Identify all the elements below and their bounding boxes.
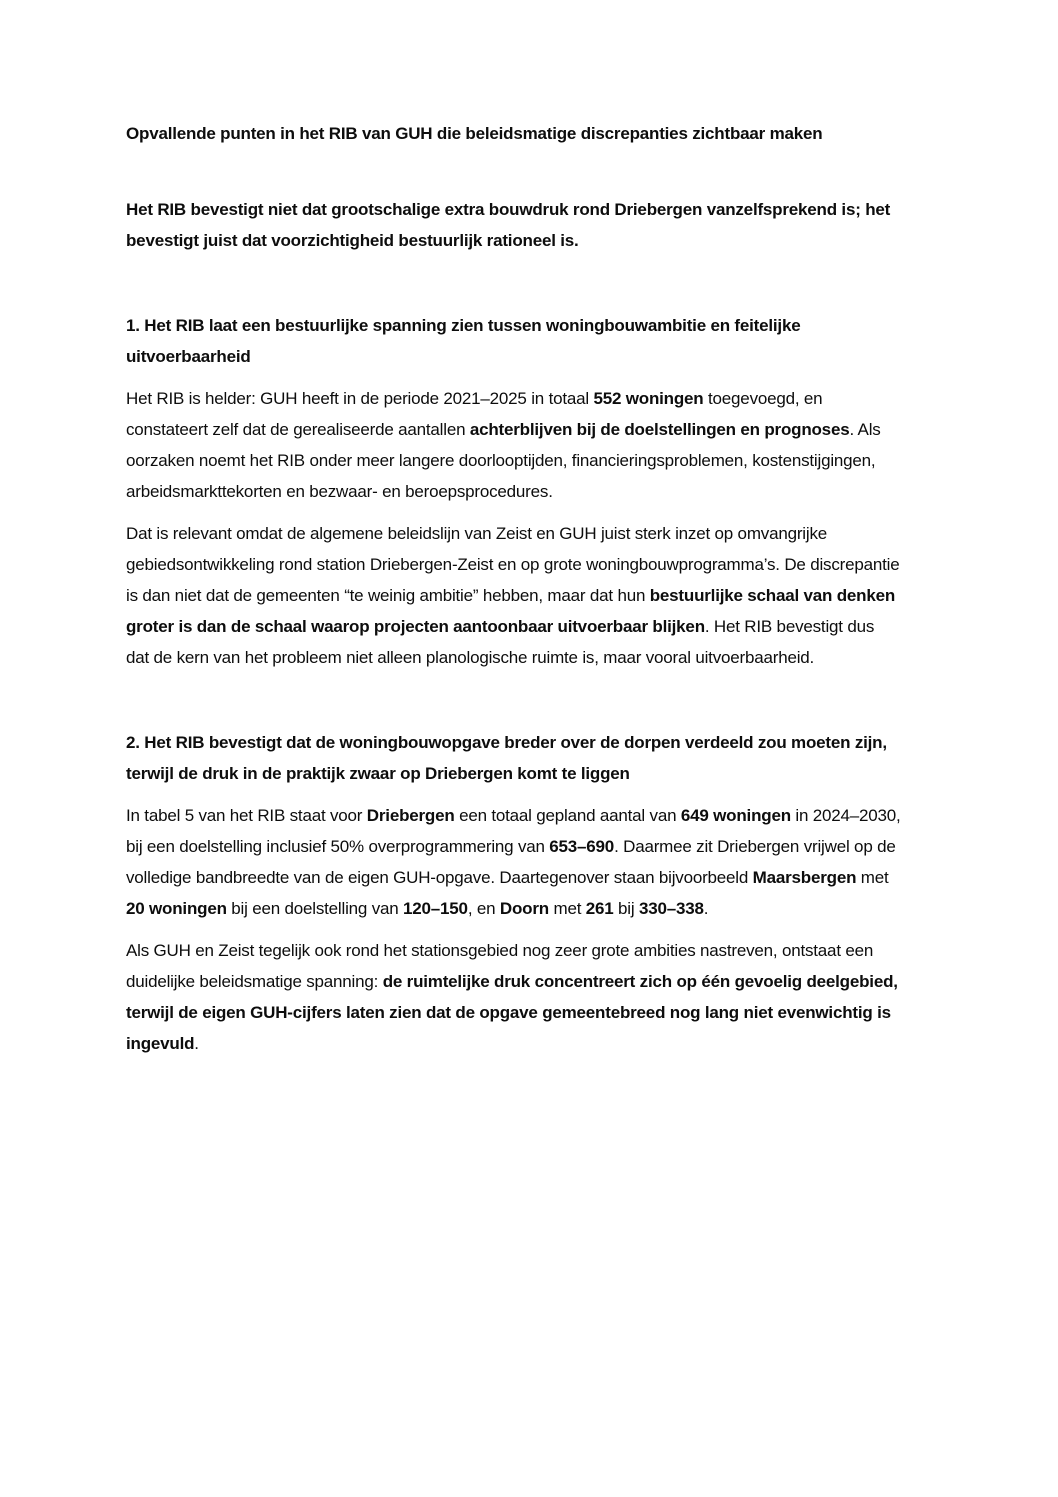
bold-text-run: Doorn: [499, 899, 549, 918]
text-run: . Het RIB bevestigt dus dat de kern van het probleem niet alleen planologische ruimte is, maar vooral uitvoerbaarheid.: [126, 617, 875, 667]
heading: [126, 727, 901, 789]
paragraph: [126, 518, 901, 673]
text-run: met: [856, 868, 889, 887]
text-run: In tabel 5 van het RIB staat voor: [126, 806, 367, 825]
bold-text-run: 120–150: [403, 899, 468, 918]
text-run: Als GUH en Zeist tegelijk ook rond het stationsgebied nog zeer grote ambities nastreven, ontstaat een duidelijke beleidsmatige spanning:: [126, 941, 874, 991]
paragraph: [126, 383, 901, 507]
text-run: . Als oorzaken noemt het RIB onder meer langere doorlooptijden, financieringsproblemen, kostenstijgingen, arbeidsmarkttekorten en bezwaar- en beroepsprocedures.: [126, 420, 881, 501]
text-run: Het RIB is helder: GUH heeft in de periode 2021–2025 in totaal: [126, 389, 594, 408]
text-run: een totaal gepland aantal van: [454, 806, 681, 825]
text-run: Dat is relevant omdat de algemene beleidslijn van Zeist en GUH juist sterk inzet op omvangrijke gebiedsontwikkeling rond station Driebergen-Zeist en op grote woningbouwprogramma’s. De discrepantie is dan niet dat de gemeenten “te weinig ambitie” hebben, maar dat hun: [126, 524, 900, 605]
lede: [126, 194, 901, 256]
text-run: toegevoegd, en constateert zelf dat de gerealiseerde aantallen: [126, 389, 823, 439]
text-run: , en: [467, 899, 500, 918]
heading: [126, 310, 901, 372]
bold-text-run: achterblijven bij de doelstellingen en prognoses: [469, 420, 850, 439]
text-run: .: [194, 1034, 199, 1053]
bold-text-run: Driebergen: [366, 806, 455, 825]
bold-text-run: 330–338: [639, 899, 704, 918]
text-run: . Daarmee zit Driebergen vrijwel op de volledige bandbreedte van de eigen GUH-opgave. Daartegenover staan bijvoorbeeld: [126, 837, 896, 887]
text-run: bij een doelstelling van: [226, 899, 404, 918]
bold-text-run: 261: [585, 899, 614, 918]
bold-text-run: 552 woningen: [593, 389, 704, 408]
bold-text-run: Opvallende punten in het RIB van GUH die beleidsmatige discrepanties zichtbaar maken: [126, 124, 823, 143]
bold-text-run: 649 woningen: [680, 806, 791, 825]
bold-text-run: 2. Het RIB bevestigt dat de woningbouwopgave breder over de dorpen verdeeld zou moeten zijn, terwijl de druk in de praktijk zwaar op Driebergen komt te liggen: [126, 733, 887, 783]
text-run: met: [548, 899, 586, 918]
bold-text-run: 1. Het RIB laat een bestuurlijke spanning zien tussen woningbouwambitie en feitelijke uitvoerbaarheid: [126, 316, 801, 366]
bold-text-run: de ruimtelijke druk concentreert zich op één gevoelig deelgebied, terwijl de eigen GUH-cijfers laten zien dat de opgave gemeentebreed nog lang niet evenwichtig is ingevuld: [126, 972, 898, 1053]
text-run: .: [703, 899, 709, 918]
bold-text-run: Maarsbergen: [752, 868, 857, 887]
paragraph: [126, 800, 901, 924]
bold-text-run: Het RIB bevestigt niet dat grootschalige extra bouwdruk rond Driebergen vanzelfsprekend is; het bevestigt juist dat voorzichtigheid bestuurlijk rationeel is.: [126, 200, 891, 250]
bold-text-run: bestuurlijke schaal van denken groter is dan de schaal waarop projecten aantoonbaar uitvoerbaar blijken: [126, 586, 896, 636]
bold-text-run: 653–690: [549, 837, 615, 856]
document-body: [126, 118, 901, 1059]
title: [126, 118, 901, 149]
bold-text-run: 20 woningen: [126, 899, 227, 918]
paragraph: [126, 935, 901, 1059]
text-run: bij: [613, 899, 639, 918]
text-run: in 2024–2030, bij een doelstelling inclusief 50% overprogrammering van: [126, 806, 901, 856]
